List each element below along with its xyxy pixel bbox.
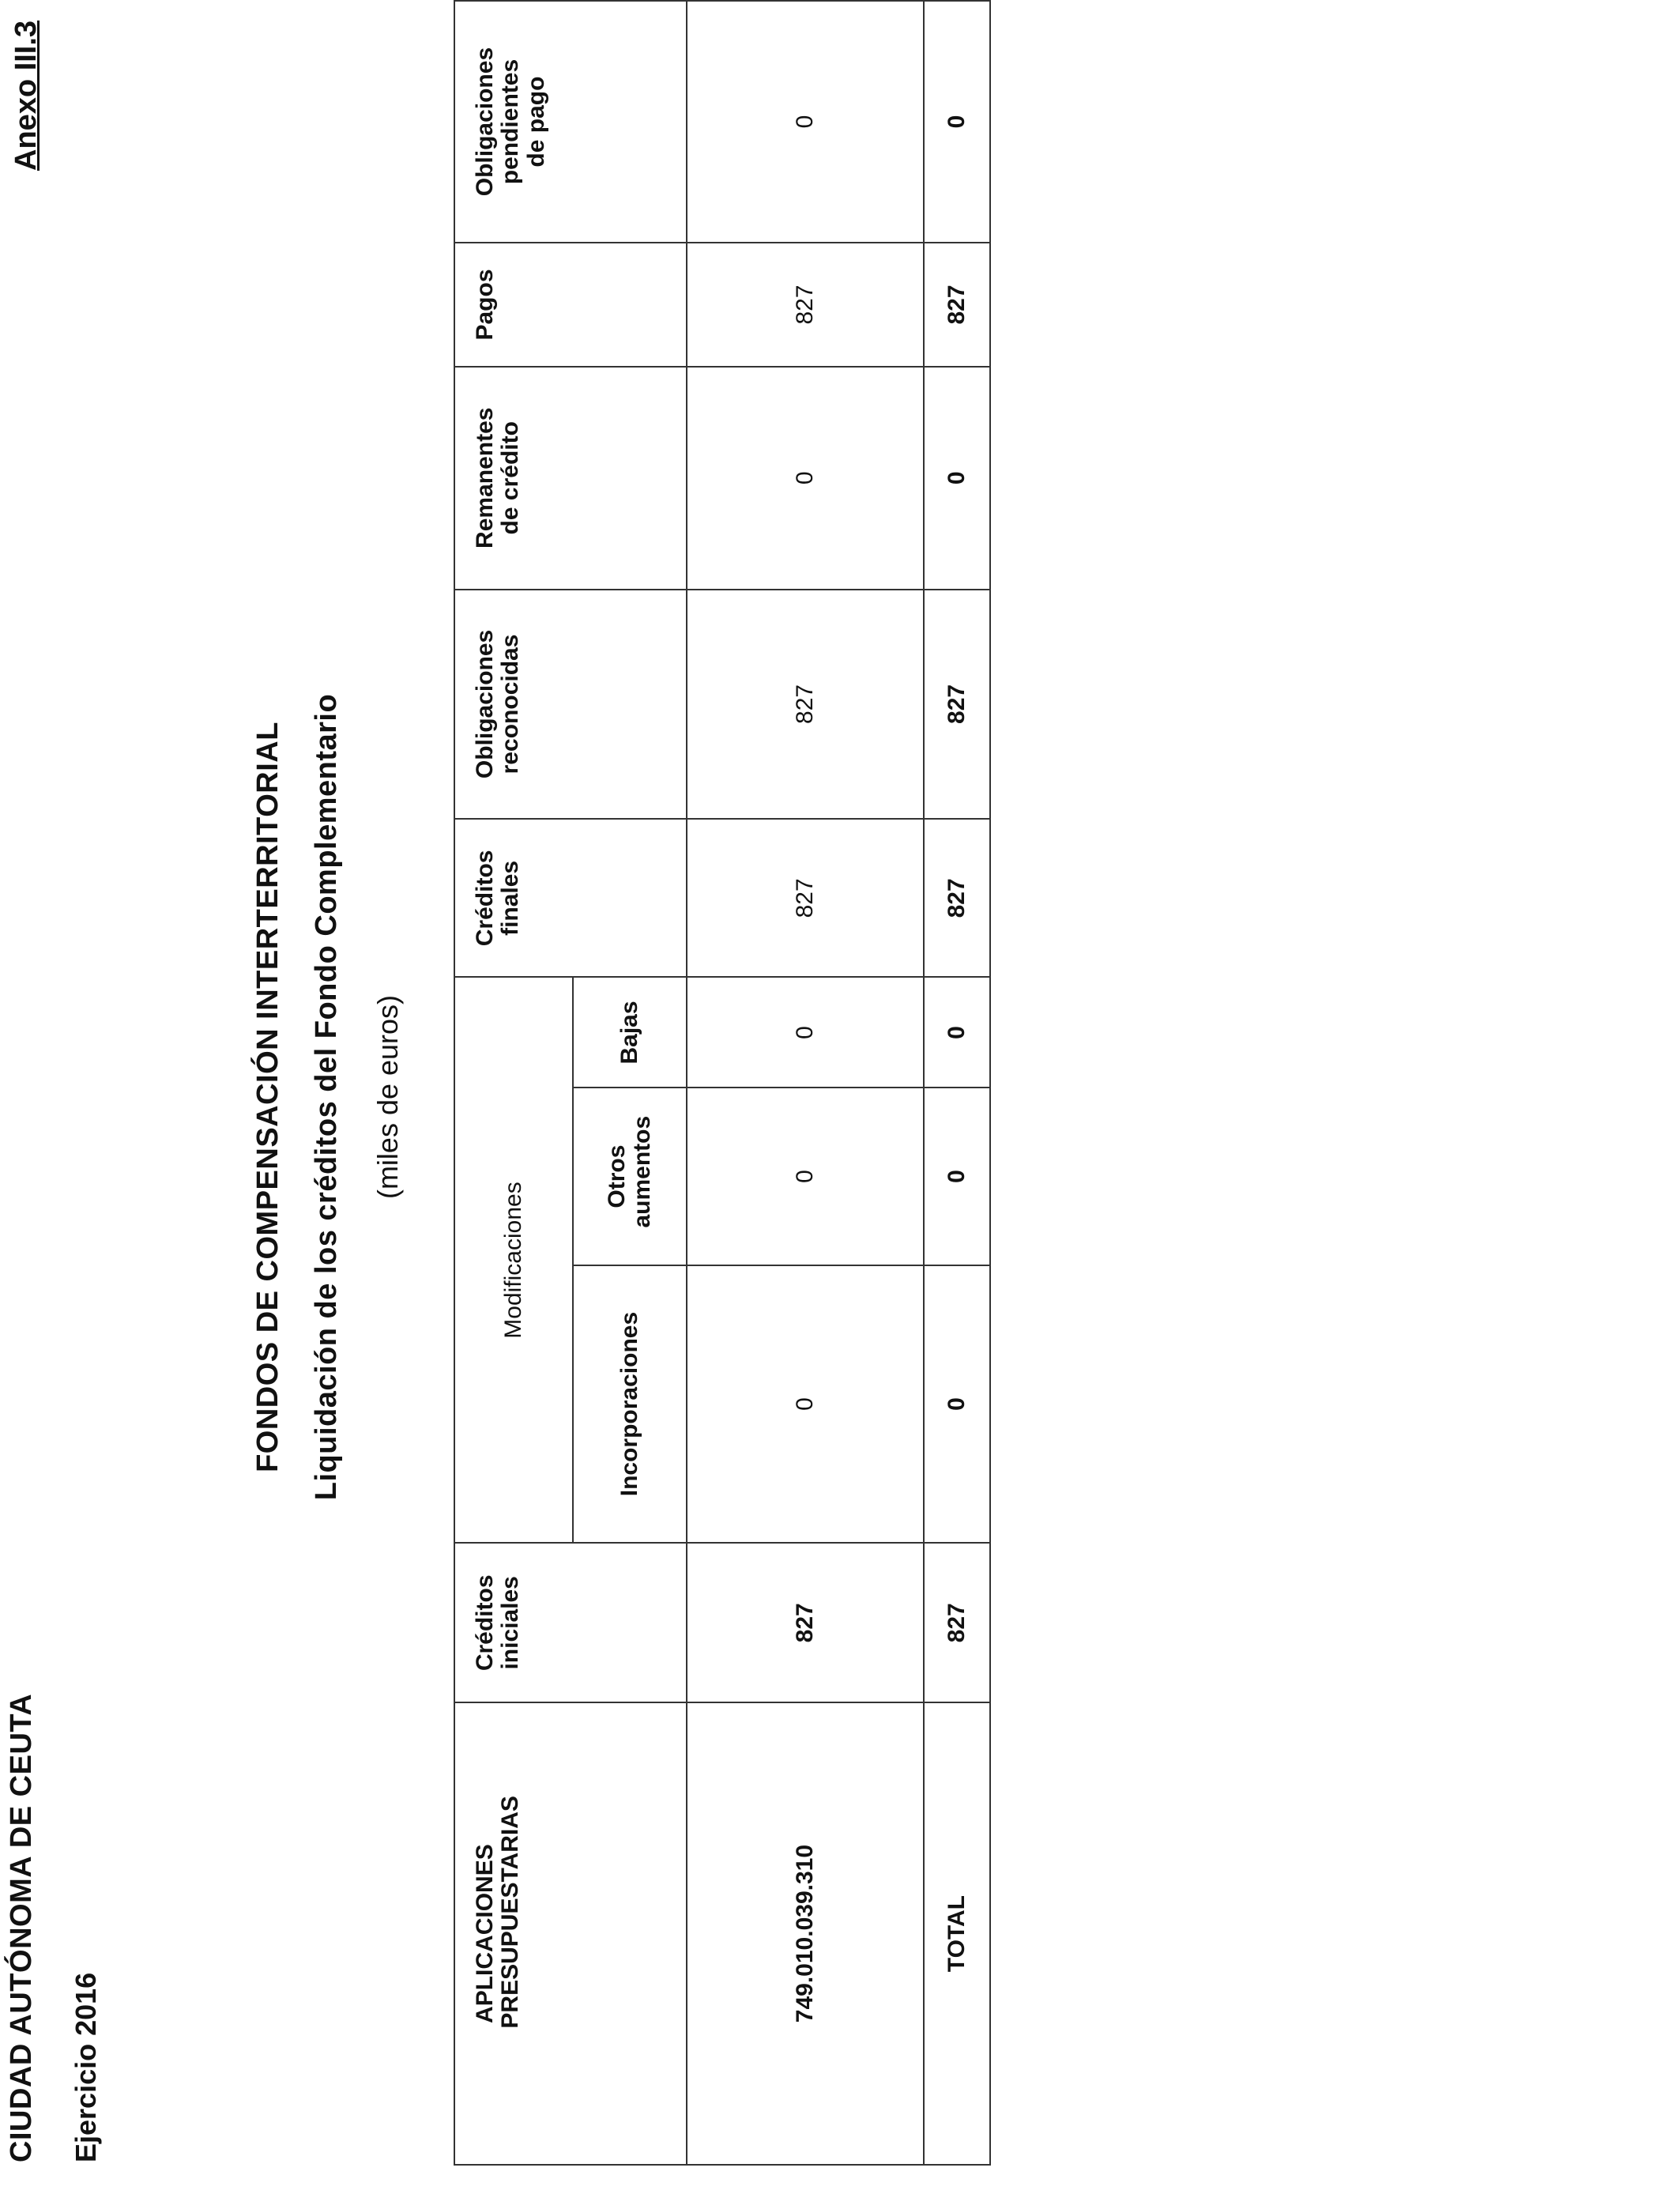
header-pagos: Pagos [454,243,687,367]
header-obligaciones-pendientes: Obligaciones pendientes de pago [454,1,687,243]
cell-bajas: 0 [687,978,924,1088]
header-creditos-finales: Créditos finales [454,819,687,977]
entity-name: CIUDAD AUTÓNOMA DE CEUTA [5,1693,38,2162]
cell-remanentes: 0 [687,367,924,590]
header-modificaciones: Modificaciones [454,978,573,1544]
header-obligaciones-reconocidas: Obligaciones reconocidas [454,590,687,820]
cell-obligaciones-pendientes: 0 [687,1,924,243]
table-header-row [454,1,573,2165]
total-bajas: 0 [924,978,990,1088]
total-pagos: 827 [924,243,990,367]
header-otros-aumentos: Otros aumentos [573,1088,687,1265]
liquidation-table [454,0,991,2166]
cell-obligaciones-reconocidas: 827 [687,590,924,820]
document-subtitle: Liquidación de los créditos del Fondo Complementario [310,693,343,1501]
unit-note: (miles de euros) [371,994,404,1200]
header-aplicaciones: APLICACIONES PRESUPUESTARIAS [454,1702,687,2165]
table-total-row [924,1,990,2165]
cell-creditos-finales: 827 [687,819,924,977]
cell-otros-aumentos: 0 [687,1088,924,1265]
cell-pagos: 827 [687,243,924,367]
document-title: FONDOS DE COMPENSACIÓN INTERTERRITORIAL [251,722,284,1472]
fiscal-year: Ejercicio 2016 [70,1972,102,2162]
header-incorporaciones: Incorporaciones [573,1265,687,1544]
total-obligaciones-reconocidas: 827 [924,590,990,820]
cell-creditos-iniciales: 827 [687,1543,924,1702]
total-obligaciones-pendientes: 0 [924,1,990,243]
total-creditos-finales: 827 [924,819,990,977]
total-creditos-iniciales: 827 [924,1543,990,1702]
total-incorporaciones: 0 [924,1265,990,1544]
cell-incorporaciones: 0 [687,1265,924,1544]
header-bajas: Bajas [573,978,687,1088]
total-label: TOTAL [924,1702,990,2165]
cell-aplicacion: 749.010.039.310 [687,1702,924,2165]
total-otros-aumentos: 0 [924,1088,990,1265]
annex-label: Anexo III.3 [9,20,43,171]
table-row [687,1,924,2165]
header-creditos-iniciales: Créditos iniciales [454,1543,687,1702]
header-remanentes: Remanentes de crédito [454,367,687,590]
total-remanentes: 0 [924,367,990,590]
